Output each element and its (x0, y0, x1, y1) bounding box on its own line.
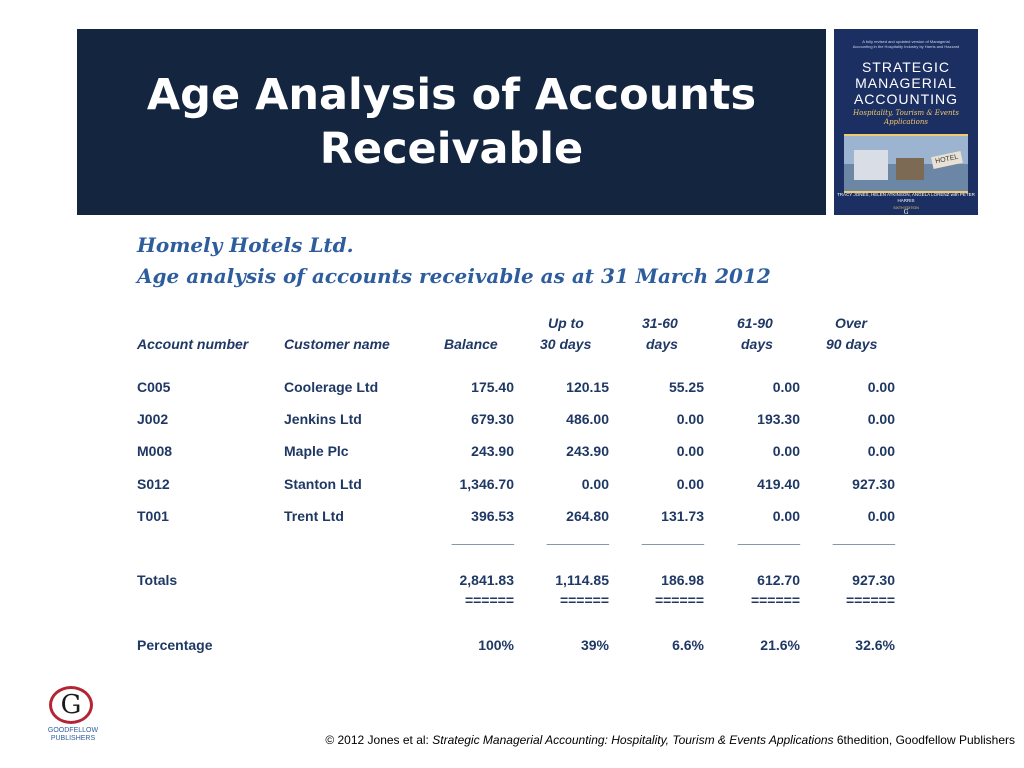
header-upto-line2: 30 days (540, 336, 592, 352)
header-31-60-line1: 31-60 (642, 315, 678, 331)
logo-text (40, 727, 106, 743)
book-title: STRATEGIC MANAGERIAL ACCOUNTING (853, 59, 959, 107)
totals-31-60: 186.98 (661, 572, 704, 588)
single-rule: ________ (737, 530, 800, 546)
footer-prefix: © 2012 Jones et al: (325, 733, 433, 747)
header-customer-name: Customer name (284, 336, 390, 352)
cell-61-90: 0.00 (772, 443, 800, 459)
cell-over90: 0.00 (867, 379, 895, 395)
age-analysis-table (137, 312, 907, 657)
footer-suffix: 6thedition, Goodfellow Publishers (833, 733, 1015, 747)
cell-61-90: 419.40 (757, 476, 800, 492)
single-rule: ________ (641, 530, 704, 546)
cell-over90: 927.30 (852, 476, 895, 492)
cell-over90: 0.00 (867, 443, 895, 459)
title-band (77, 29, 826, 215)
header-account-number: Account number (137, 336, 249, 352)
cell-over90: 0.00 (867, 411, 895, 427)
cell-customer: Jenkins Ltd (284, 411, 362, 427)
percentage-over90: 32.6% (855, 637, 895, 653)
company-heading: Homely Hotels Ltd. (137, 233, 354, 257)
cell-account: J002 (137, 411, 169, 427)
header-61-90-line1: 61-90 (737, 315, 773, 331)
cell-61-90: 0.00 (772, 379, 800, 395)
percentage-label: Percentage (137, 637, 213, 653)
cell-over90: 0.00 (867, 508, 895, 524)
totals-61-90: 612.70 (757, 572, 800, 588)
cell-31-60: 0.00 (676, 443, 704, 459)
book-cover-image (834, 29, 978, 215)
cell-31-60: 0.00 (676, 476, 704, 492)
photo-building (854, 150, 888, 180)
double-rule: ====== (654, 592, 704, 608)
header-over-line2: 90 days (826, 336, 878, 352)
book-subtitle: Hospitality, Tourism & Events Applications (853, 109, 959, 126)
header-31-60-line2: days (646, 336, 678, 352)
goodfellow-logo (40, 686, 106, 746)
header-61-90-line2: days (741, 336, 773, 352)
header-balance: Balance (444, 336, 498, 352)
cell-balance: 1,346.70 (459, 476, 514, 492)
totals-over90: 927.30 (852, 572, 895, 588)
cell-61-90: 0.00 (772, 508, 800, 524)
cell-customer: Trent Ltd (284, 508, 344, 524)
slide-title: Age Analysis of Accounts Receivable (146, 70, 757, 174)
logo-line1: GOODFELLOW (47, 727, 99, 734)
cell-upto30: 486.00 (566, 411, 609, 427)
logo-letter: G (60, 690, 82, 720)
book-blurb: A fully revised and updated version of Managerial Accounting in the Hospitality Industry by Harris and Hazzard (852, 39, 960, 49)
book-publisher-logo: G (903, 209, 909, 215)
cell-upto30: 243.90 (566, 443, 609, 459)
double-rule: ====== (750, 592, 800, 608)
percentage-upto30: 39% (580, 637, 609, 653)
cell-31-60: 0.00 (676, 411, 704, 427)
cell-customer: Stanton Ltd (284, 476, 362, 492)
cell-balance: 679.30 (471, 411, 514, 427)
percentage-31-60: 6.6% (672, 637, 704, 653)
cell-61-90: 193.30 (757, 411, 800, 427)
double-rule: ====== (559, 592, 609, 608)
cell-balance: 175.40 (471, 379, 514, 395)
book-authors: TRACY JONES, HELEN ATKINSON, ANGELA LORENZ with PETER HARRIS (837, 192, 975, 203)
logo-line2: PUBLISHERS (50, 735, 96, 742)
cell-customer: Coolerage Ltd (284, 379, 379, 395)
single-rule: ________ (832, 530, 895, 546)
cell-account: T001 (137, 508, 169, 524)
footer-book-title: Strategic Managerial Accounting: Hospitality, Tourism & Events Applications (432, 733, 834, 747)
totals-balance: 2,841.83 (459, 572, 514, 588)
totals-label: Totals (137, 572, 178, 588)
cell-upto30: 120.15 (566, 379, 609, 395)
cell-upto30: 0.00 (581, 476, 609, 492)
totals-upto30: 1,114.85 (555, 572, 609, 588)
cell-account: M008 (137, 443, 173, 459)
header-over-line1: Over (835, 315, 867, 331)
percentage-balance: 100% (478, 637, 514, 653)
single-rule: ________ (451, 530, 514, 546)
single-rule: ________ (546, 530, 609, 546)
cell-account: C005 (137, 379, 171, 395)
percentage-61-90: 21.6% (760, 637, 800, 653)
cell-customer: Maple Plc (284, 443, 349, 459)
cell-account: S012 (137, 476, 170, 492)
copyright-footer (260, 733, 1015, 747)
report-heading: Age analysis of accounts receivable as at 31 March 2012 (137, 264, 771, 288)
photo-building-2 (896, 158, 924, 180)
cell-31-60: 131.73 (661, 508, 704, 524)
book-edition: SIXTH EDITION (893, 206, 919, 210)
cell-upto30: 264.80 (566, 508, 609, 524)
cell-balance: 396.53 (471, 508, 514, 524)
double-rule: ====== (845, 592, 895, 608)
header-upto-line1: Up to (548, 315, 584, 331)
cell-balance: 243.90 (471, 443, 514, 459)
cell-31-60: 55.25 (668, 379, 704, 395)
photo-hotel-sign: HOTEL (931, 151, 963, 169)
double-rule: ====== (464, 592, 514, 608)
book-cover-photo (844, 134, 968, 193)
